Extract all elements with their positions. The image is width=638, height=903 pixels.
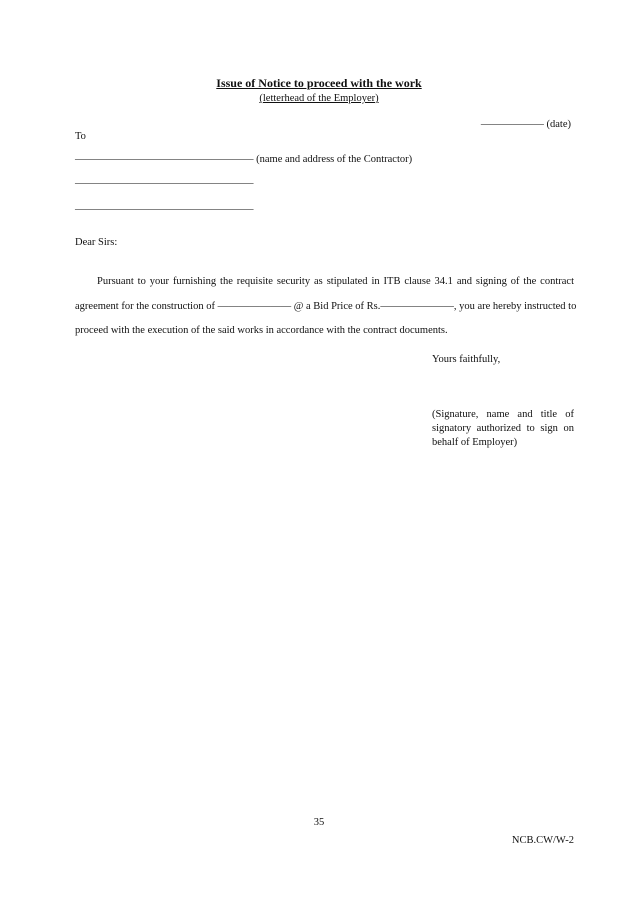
- address-line: —————————————————: [75, 178, 254, 189]
- body-line: Pursuant to your furnishing the requisite security as stipulated in ITB clause 34.1 and signing of the contract: [97, 276, 574, 287]
- body-line: agreement for the construction of ——————— @ a Bid Price of Rs.———————, you are hereby instructed to: [75, 300, 577, 312]
- signature-block: [432, 408, 574, 450]
- address-line: ————————————————— (name and address of the Contractor): [75, 154, 413, 165]
- salutation: Dear Sirs:: [75, 237, 118, 248]
- signature-line: behalf of Employer): [432, 437, 518, 448]
- document-title: Issue of Notice to proceed with the work: [216, 76, 422, 90]
- date-line: —————— (date): [480, 119, 571, 130]
- letterhead-note: (letterhead of the Employer): [259, 93, 379, 104]
- document-reference: NCB.CW/W-2: [511, 835, 574, 846]
- to-label: To: [75, 131, 86, 142]
- signature-line: (Signature, name and title of: [432, 409, 574, 420]
- signature-line: signatory authorized to sign on: [432, 423, 574, 434]
- page-number: 35: [313, 817, 325, 828]
- body-paragraph: [75, 270, 577, 344]
- address-line: —————————————————: [75, 204, 254, 215]
- body-line: proceed with the execution of the said works in accordance with the contract documents.: [75, 325, 448, 336]
- closing: Yours faithfully,: [432, 354, 501, 365]
